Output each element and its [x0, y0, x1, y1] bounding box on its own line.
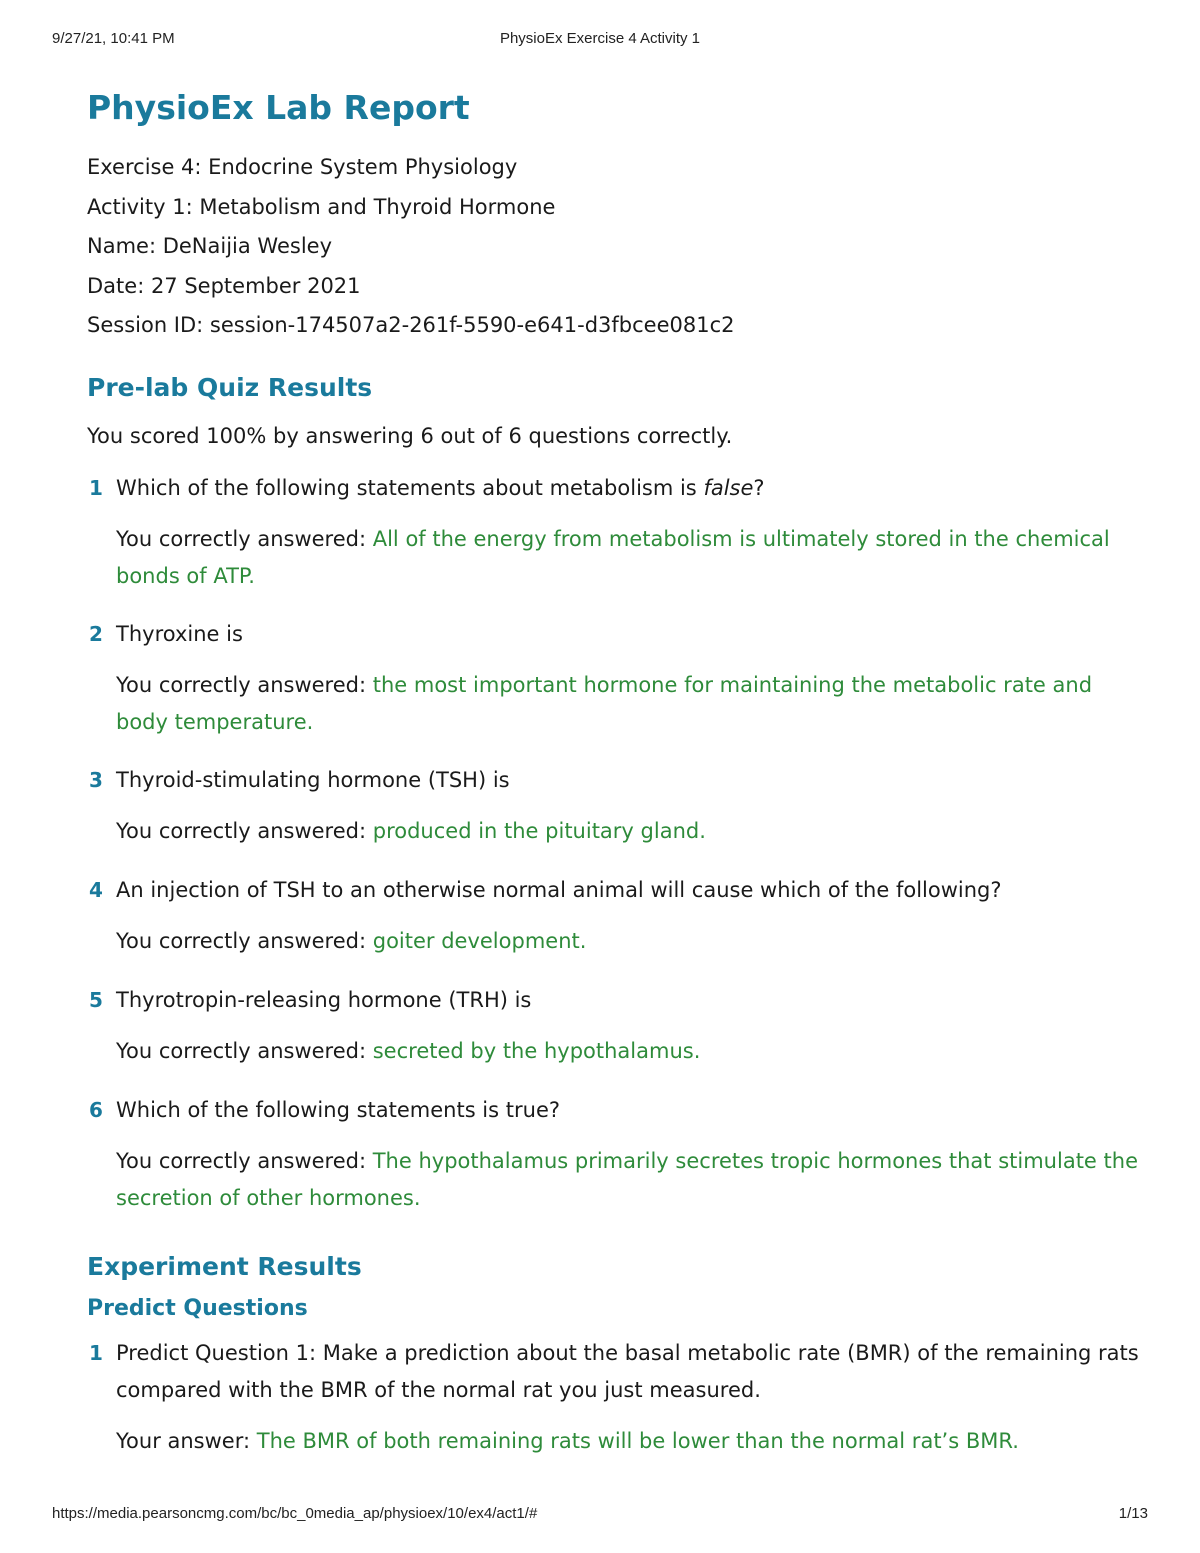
quiz-question: [87, 762, 1147, 850]
quiz-answer: [116, 813, 1147, 850]
exercise-line: Exercise 4: Endocrine System Physiology: [87, 155, 518, 179]
question-text: Which of the following statements is true?: [116, 1097, 561, 1122]
print-header: [0, 30, 1200, 50]
experiment-heading: Experiment Results: [87, 1251, 362, 1281]
answer-value: secreted by the hypothalamus.: [372, 1038, 701, 1063]
predict-heading: Predict Questions: [87, 1295, 308, 1321]
quiz-answer: [116, 1033, 1147, 1070]
answer-value: The BMR of both remaining rats will be lower than the normal rat’s BMR.: [256, 1428, 1019, 1453]
question-text: Thyroxine is: [116, 621, 243, 646]
answer-label: You correctly answered:: [116, 672, 373, 697]
question-number: 1: [89, 475, 103, 500]
answer-label: You correctly answered:: [116, 818, 373, 843]
predict-question: [87, 1335, 1147, 1460]
answer-value: The hypothalamus primarily secretes tropic hormones that stimulate the secretion of other hormones.: [116, 1148, 1138, 1210]
quiz-question: [87, 616, 1147, 741]
question-text: Predict Question 1: Make a prediction about the basal metabolic rate (BMR) of the remaining rats compared with the BMR of the normal rat you just measured.: [116, 1340, 1139, 1402]
quiz-question: [87, 982, 1147, 1070]
prelab-heading: Pre-lab Quiz Results: [87, 372, 373, 402]
activity-line: Activity 1: Metabolism and Thyroid Hormone: [87, 194, 556, 219]
question-number: 5: [89, 987, 103, 1012]
session-id-line: Session ID: session-174507a2-261f-5590-e641-d3fbcee081c2: [87, 313, 735, 338]
answer-label: You correctly answered:: [116, 1038, 373, 1063]
quiz-answer: [116, 667, 1147, 741]
print-footer: [0, 1505, 1200, 1525]
print-datetime: 9/27/21, 10:41 PM: [52, 30, 175, 47]
name-line: Name: DeNaijia Wesley: [87, 234, 332, 259]
quiz-answer: [116, 1143, 1147, 1217]
report-title: PhysioEx Lab Report: [87, 88, 470, 127]
report-meta: [87, 148, 1147, 346]
answer-label: Your answer:: [116, 1428, 257, 1453]
emphasis: false: [703, 475, 754, 500]
question-number: 6: [89, 1097, 103, 1122]
answer-value: the most important hormone for maintaining the metabolic rate and body temperature.: [116, 672, 1093, 734]
quiz-question: [87, 470, 1147, 595]
quiz-answer: [116, 521, 1147, 595]
question-text: Thyroid-stimulating hormone (TSH) is: [116, 767, 510, 792]
answer-value: All of the energy from metabolism is ultimately stored in the chemical bonds of ATP.: [116, 526, 1110, 588]
predict-answer: [116, 1423, 1147, 1460]
question-number: 1: [89, 1340, 103, 1365]
answer-value: goiter development.: [372, 928, 587, 953]
answer-label: You correctly answered:: [116, 928, 373, 953]
quiz-question: [87, 872, 1147, 960]
quiz-question: [87, 1092, 1147, 1217]
print-page-number: 1/13: [1118, 1505, 1148, 1522]
answer-value: produced in the pituitary gland.: [372, 818, 706, 843]
answer-label: You correctly answered:: [116, 1148, 373, 1173]
quiz-answer: [116, 923, 1147, 960]
question-number: 4: [89, 877, 103, 902]
lab-report: [87, 82, 1147, 1460]
answer-label: You correctly answered:: [116, 526, 373, 551]
question-text: Which of the following statements about metabolism is false?: [116, 475, 765, 500]
question-number: 3: [89, 767, 103, 792]
question-text: Thyrotropin-releasing hormone (TRH) is: [116, 987, 532, 1012]
print-page-title: PhysioEx Exercise 4 Activity 1: [499, 30, 701, 47]
quiz-score: You scored 100% by answering 6 out of 6 questions correctly.: [87, 423, 733, 448]
question-text: An injection of TSH to an otherwise normal animal will cause which of the following?: [116, 877, 1002, 902]
date-line: Date: 27 September 2021: [87, 273, 361, 298]
question-number: 2: [89, 621, 103, 646]
print-url: https://media.pearsoncmg.com/bc/bc_0media_ap/physioex/10/ex4/act1/#: [52, 1505, 538, 1522]
